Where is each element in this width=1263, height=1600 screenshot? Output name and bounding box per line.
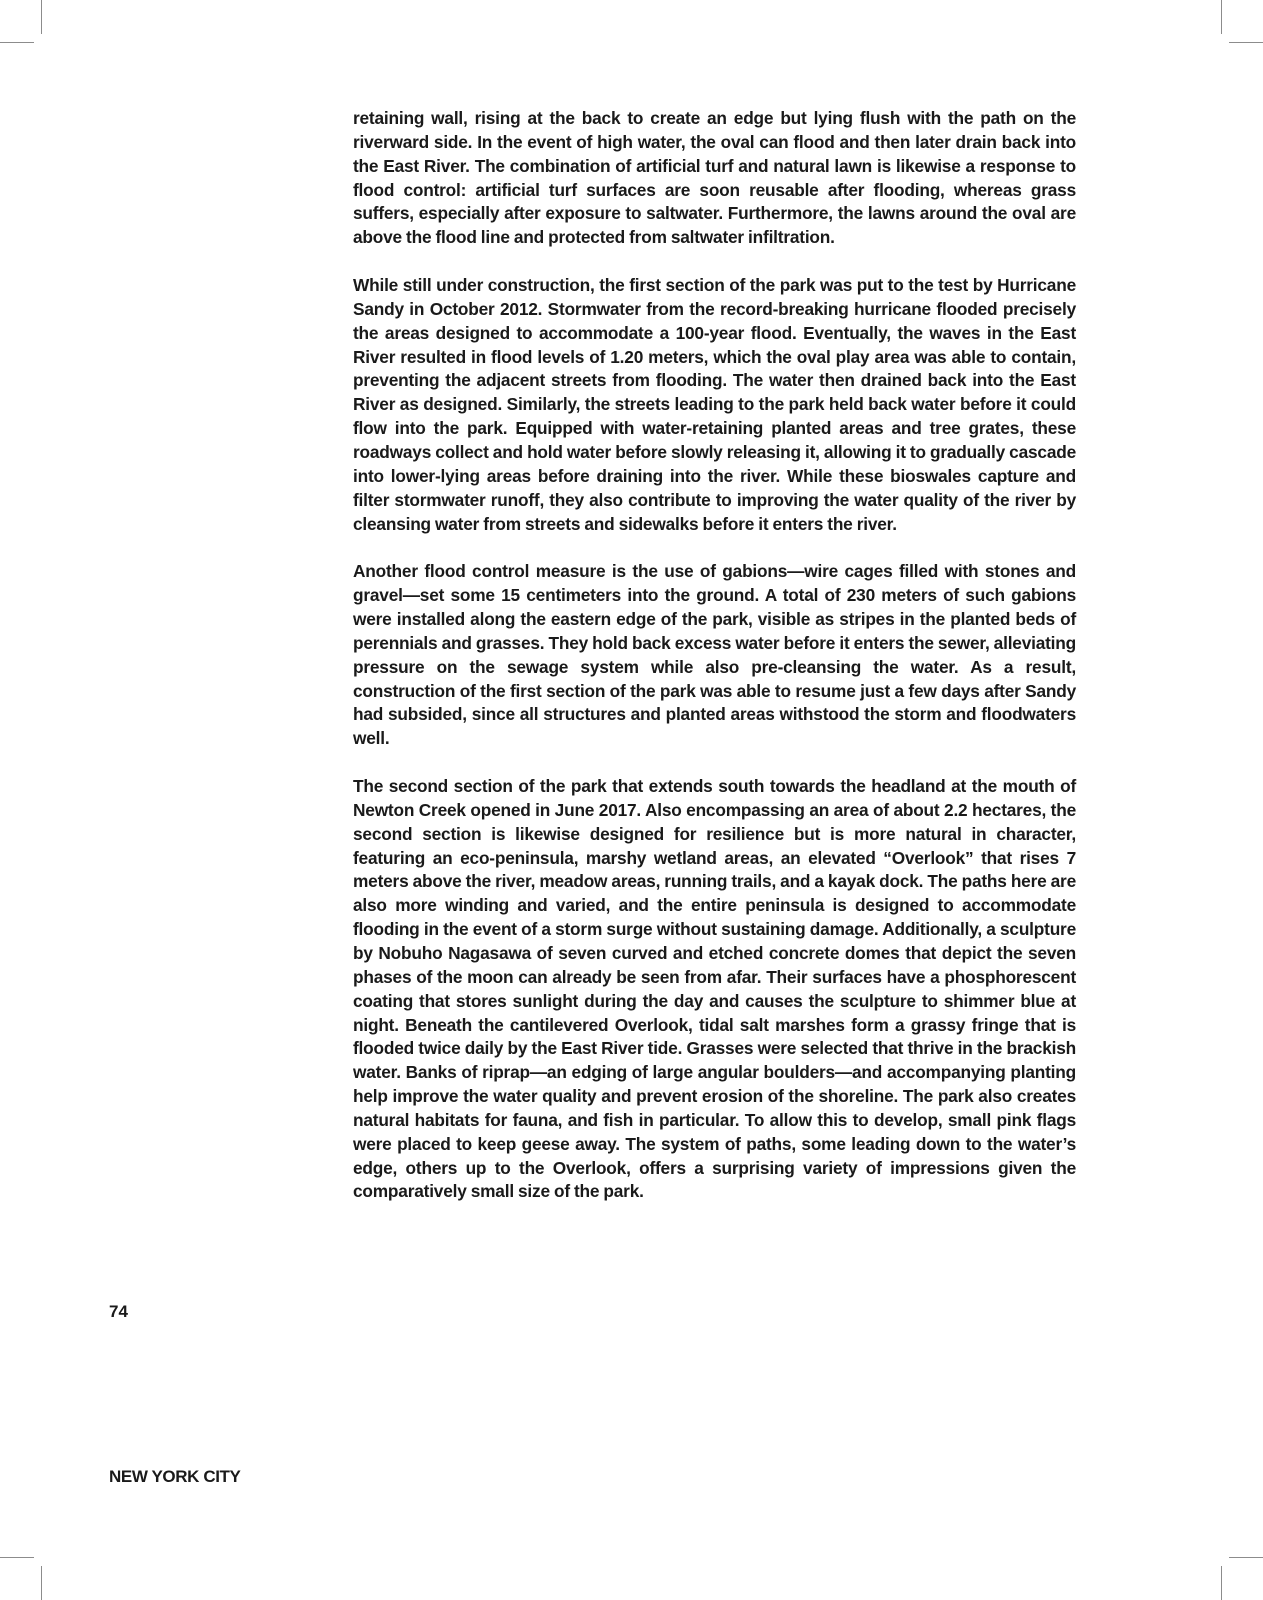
body-paragraph-4: The second section of the park that extends south towards the headland at the mouth of Newton Creek opened in June 2017. Also encompassing an area of about 2.2 hectares, the second section is likewise designed for resilience but is more natural in character, featuring an eco-peninsula, marshy wetland areas, an elevated “Overlook” that rises 7 meters above the river, meadow areas, running trails, and a kayak dock. The paths here are also more winding and varied, and the entire peninsula is designed to accommodate flooding in the event of a storm surge without sustaining damage. Additionally, a sculpture by Nobuho Nagasawa of seven curved and etched concrete domes that depict the seven phases of the moon can already be seen from afar. Their surfaces have a phosphorescent coating that stores sunlight during the day and causes the sculpture to shimmer blue at night. Beneath the cantilevered Overlook, tidal salt marshes form a grassy fringe that is flooded twice daily by the East River tide. Grasses were selected that thrive in the brackish water. Banks of riprap—an edging of large angular boulders—and accompanying planting help improve the water quality and prevent erosion of the shoreline. The park also creates natural habitats for fauna, and fish in particular. To allow this to develop, small pink flags were placed to keep geese away. The system of paths, some leading down to the water’s edge, others up to the Overlook, offers a surprising variety of impressions given the comparatively small size of the park. bbox=[353, 776, 1076, 1202]
body-paragraph-3: Another flood control measure is the use of gabions—wire cages filled with stones and gravel—set some 15 centimeters into the ground. A total of 230 meters of such gabions were installed along the eastern edge of the park, visible as stripes in the planted beds of perennials and grasses. They hold back excess water before it enters the sewer, alleviating pressure on the sewage system while also pre-cleansing the water. As a result, construction of the first section of the park was able to resume just a few days after Sandy had subsided, since all structures and planted areas withstood the storm and floodwaters well. bbox=[353, 561, 1076, 749]
crop-mark-bottom-right-vertical bbox=[1221, 1566, 1222, 1600]
page-number: 74 bbox=[109, 1302, 128, 1321]
crop-mark-top-left-horizontal bbox=[0, 42, 34, 43]
body-paragraph-2: While still under construction, the first section of the park was put to the test by Hurricane Sandy in October 2012. Stormwater from the record-breaking hurricane flooded precisely the areas designed to accommodate a 100-year flood. Eventually, the waves in the East River resulted in flood levels of 1.20 meters, which the oval play area was able to contain, preventing the adjacent streets from flooding. The water then drained back into the East River as designed. Similarly, the streets leading to the park held back water before it could flow into the park. Equipped with water-retaining planted areas and tree grates, these roadways collect and hold water before slowly releasing it, allowing it to gradually cascade into lower-lying areas before draining into the river. While these bioswales capture and filter stormwater runoff, they also contribute to improving the water quality of the river by cleansing water from streets and sidewalks before it enters the river. bbox=[353, 275, 1076, 534]
body-paragraph-1: retaining wall, rising at the back to create an edge but lying flush with the path on the riverward side. In the event of high water, the oval can flood and then later drain back into the East River. The combination of artificial turf and natural lawn is likewise a response to flood control: artificial turf surfaces are soon reusable after flooding, whereas grass suffers, especially after exposure to saltwater. Furthermore, the lawns around the oval are above the flood line and protected from saltwater infiltration. bbox=[353, 108, 1076, 248]
body-text-column bbox=[353, 107, 1076, 1204]
running-footer: NEW YORK CITY bbox=[109, 1467, 241, 1486]
crop-mark-top-left-vertical bbox=[41, 0, 42, 34]
crop-mark-bottom-left-horizontal bbox=[0, 1557, 34, 1558]
crop-mark-bottom-right-horizontal bbox=[1229, 1557, 1263, 1558]
crop-mark-top-right-horizontal bbox=[1229, 42, 1263, 43]
crop-mark-top-right-vertical bbox=[1221, 0, 1222, 34]
crop-mark-bottom-left-vertical bbox=[41, 1566, 42, 1600]
